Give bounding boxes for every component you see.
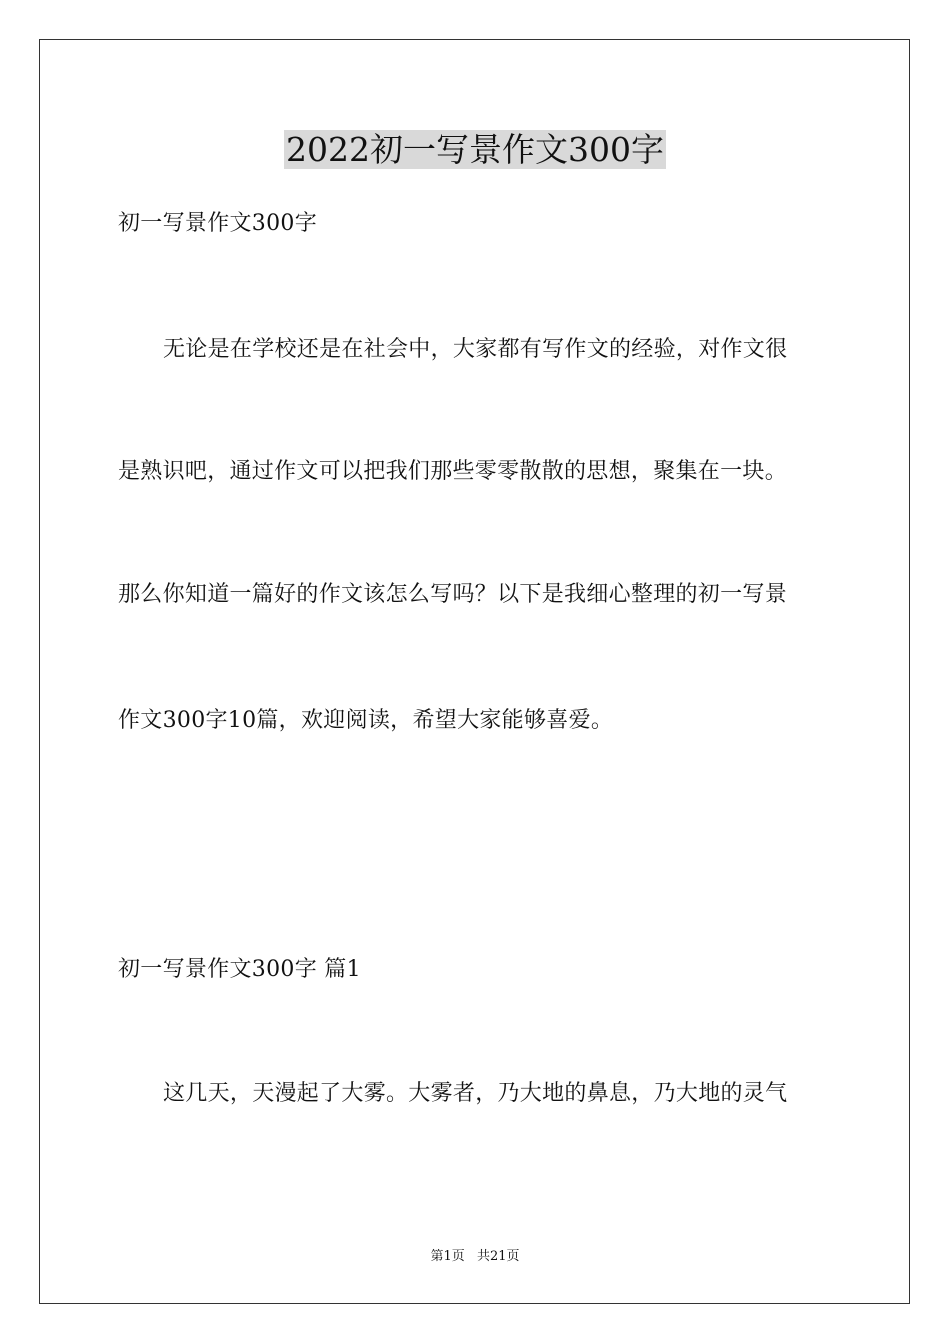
intro-line-2: 是熟识吧，通过作文可以把我们那些零零散散的思想，聚集在一块。 [118,459,788,484]
intro-line-1: 无论是在学校还是在社会中，大家都有写作文的经验，对作文很 [163,337,788,362]
document-title [0,128,950,172]
section-line-1: 这几天，天漫起了大雾。大雾者，乃大地的鼻息，乃大地的灵气 [163,1081,788,1106]
document-title-text: 2022初一写景作文300字 [286,130,664,169]
document-subtitle: 初一写景作文300字 [118,211,317,236]
page-footer [0,1248,950,1266]
page-number: 第1页 [430,1249,465,1264]
intro-line-3: 那么你知道一篇好的作文该怎么写吗？以下是我细心整理的初一写景 [118,582,788,607]
intro-line-4: 作文300字10篇，欢迎阅读，希望大家能够喜爱。 [118,708,614,733]
section-heading: 初一写景作文300字 篇1 [118,957,361,982]
total-pages: 共21页 [476,1249,520,1264]
